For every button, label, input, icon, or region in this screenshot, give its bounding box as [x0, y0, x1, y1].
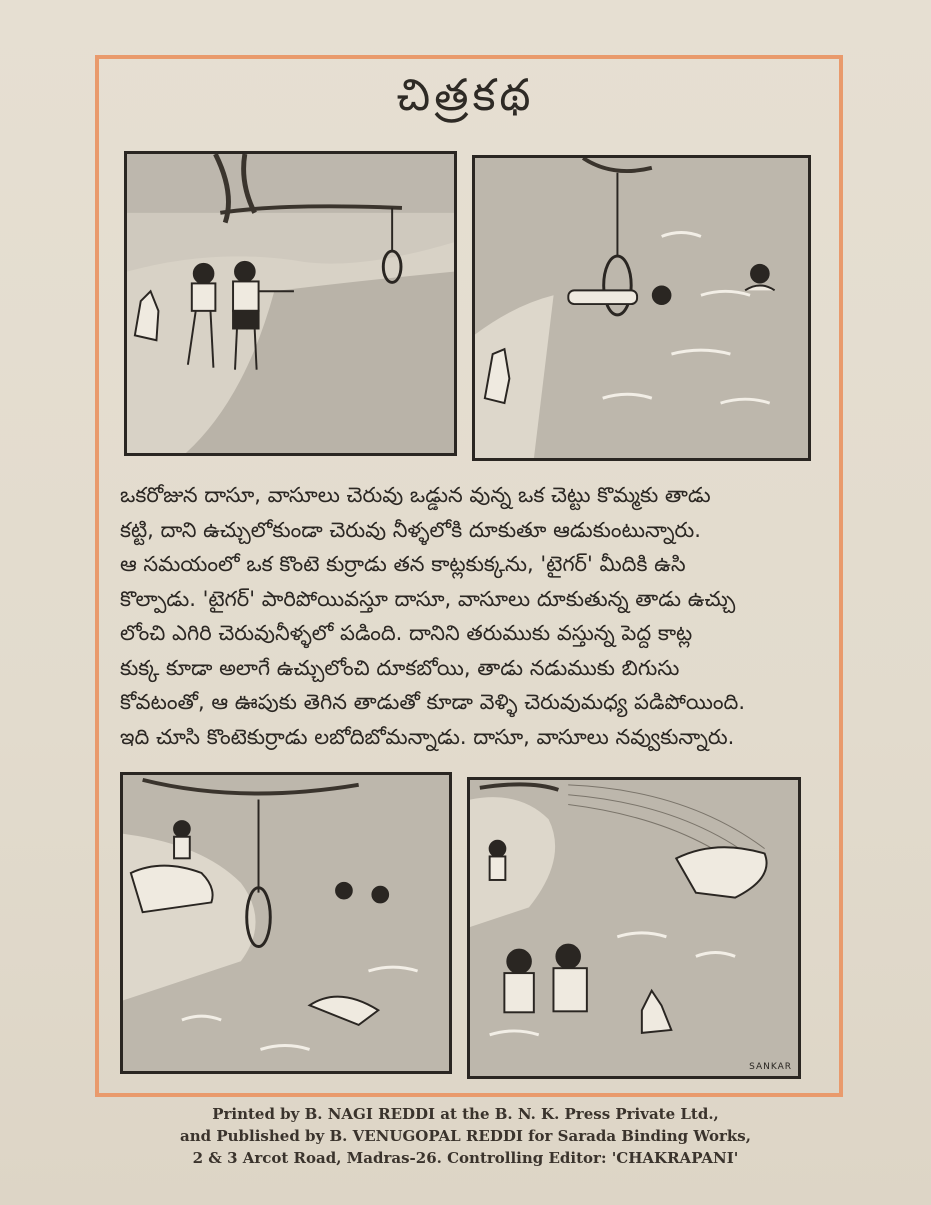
imprint-line: Printed by B. NAGI REDDI at the B. N. K. Press Private Ltd.,	[212, 1105, 719, 1123]
story-line: కట్టి, దాని ఉచ్చులోకుండా చెరువు నీళ్ళలోకి దూకుతూ ఆడుకుంటున్నారు.	[120, 517, 701, 542]
page-title: చిత్రకథ	[396, 70, 535, 121]
comic-panel-2	[472, 155, 811, 461]
artist-signature: SANKAR	[749, 1062, 792, 1072]
story-text	[120, 478, 810, 754]
panel-2-illustration	[475, 158, 808, 458]
publisher-imprint	[0, 1103, 931, 1169]
comic-panel-1	[124, 151, 457, 456]
story-line: లోంచి ఎగిరి చెరువునీళ్ళలో పడింది. దానిని తరుముకు వస్తున్న పెద్ద కాట్ల	[120, 621, 693, 645]
imprint-line: 2 & 3 Arcot Road, Madras-26. Controlling Editor: 'CHAKRAPANI'	[192, 1149, 739, 1167]
story-line: ఆ సమయంలో ఒక కొంటె కుర్రాడు తన కాట్లకుక్కను, 'టైగర్' మీదికి ఉసి	[120, 552, 686, 576]
story-line: కుక్క కూడా అలాగే ఉచ్చులోంచి దూకబోయి, తాడు నడుముకు బిగుసు	[120, 655, 680, 680]
story-line: ఇది చూసి కొంటెకుర్రాడు లబోదిబోమన్నాడు. దాసూ, వాసూలు నవ్వుకున్నారు.	[120, 724, 735, 749]
panel-4-illustration	[470, 780, 798, 1076]
story-line: ఒకరోజున దాసూ, వాసూలు చెరువు ఒడ్డున వున్న ఒక చెట్టు కొమ్మకు తాడు	[120, 483, 711, 507]
story-line: కోవటంతో, ఆ ఊపుకు తెగిన తాడుతో కూడా వెళ్ళి చెరువుమధ్య పడిపోయింది.	[120, 690, 746, 714]
panel-3-illustration	[123, 775, 449, 1071]
imprint-line: and Published by B. VENUGOPAL REDDI for Sarada Binding Works,	[180, 1127, 751, 1145]
comic-panel-4	[467, 777, 801, 1079]
story-line: కొల్పాడు. 'టైగర్' పారిపోయివస్తూ దాసూ, వాసూలు దూకుతున్న తాడు ఉచ్చు	[120, 586, 736, 611]
panel-1-illustration	[127, 154, 454, 453]
comic-panel-3	[120, 772, 452, 1074]
